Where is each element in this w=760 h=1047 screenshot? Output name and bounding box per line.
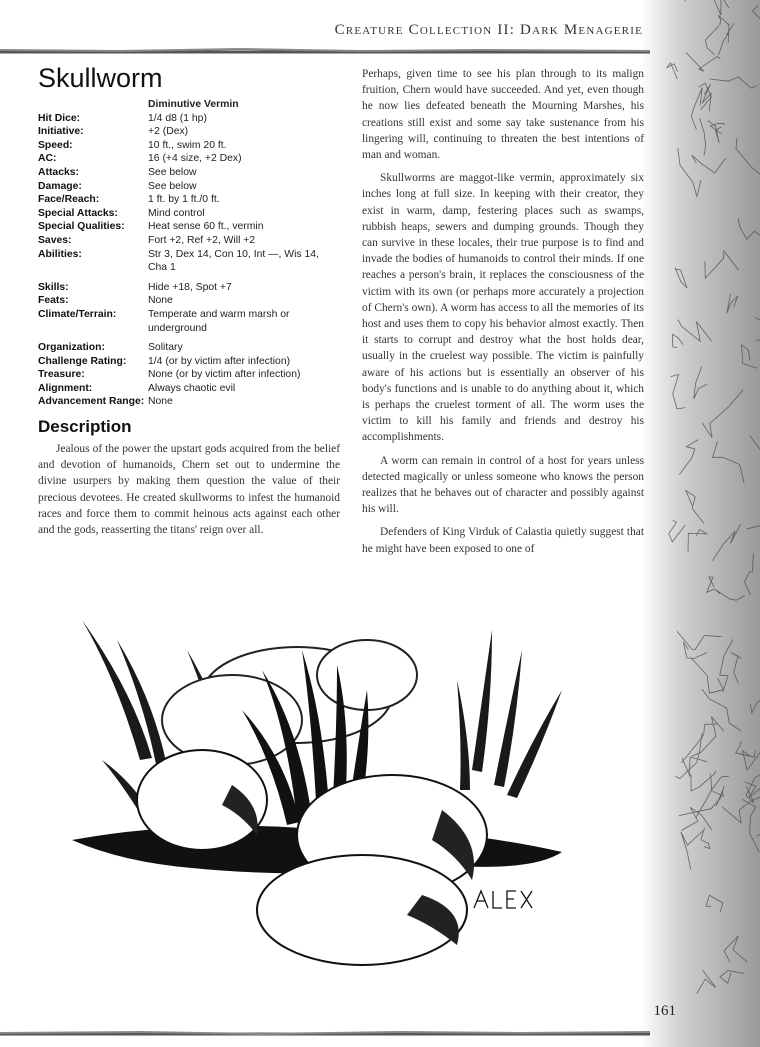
stat-block-column: [38, 62, 340, 538]
stat-label: Saves:: [38, 234, 72, 246]
stat-row: [38, 139, 340, 153]
stat-label: Challenge Rating:: [38, 355, 127, 367]
stat-label: Organization:: [38, 342, 105, 354]
stat-label: Skills:: [38, 281, 69, 293]
description-paragraph-2: Skullworms are maggot-like vermin, approximately six inches long at full size. In keeping with their creator, they exist in warm, damp, festering places such as swamps, rubbish heaps, sewers and dumping grounds. Though they can survive in these locales, their true purpose is to find and invade the bodies of humanoids to control their minds. If one reaches a person's brain, it replaces the consciousness of the victim with its own (or perhaps more accurately a projection of Chern's own). A worm has access to all the memories of its host and uses them to copy his behavior almost exactly. Then it starts to corrupt and destroy what the host holds dear, usually in the cruelest way possible. The victim is painfully aware of his actions but is essentially an observer of his body's functions and is unable to do anything about it, which is perhaps the cruelest torment of all. The worm uses the victim to kill his family and friends and destroy his accomplishments.: [362, 172, 644, 444]
stat-row: [38, 368, 340, 382]
stat-label: Hit Dice:: [38, 112, 81, 124]
stat-label: Damage:: [38, 180, 82, 192]
stat-row: [38, 220, 340, 234]
stat-value: 10 ft., swim 20 ft.: [148, 139, 227, 151]
page-number: 161: [653, 1003, 676, 1019]
skullworm-illustration: [62, 590, 582, 990]
cracked-texture-margin: [640, 0, 760, 1047]
description-left-text: [38, 441, 340, 538]
stat-label: Alignment:: [38, 382, 93, 394]
grass-right: [457, 630, 562, 798]
stat-row: [38, 234, 340, 248]
stat-value: None: [148, 396, 173, 408]
stat-value: Heat sense 60 ft., vermin: [148, 221, 264, 233]
stat-row: [38, 382, 340, 396]
stat-block: [38, 98, 340, 409]
stat-label: Special Qualities:: [38, 221, 125, 233]
description-paragraph: Jealous of the power the upstart gods acquired from the belief and devotion of humanoids, Chern set out to undermine the divine usurpers by making them question the value of their precious devotees. He created skullworms to infest the humanoid races and force them to commit heinous acts against each other and the gods, reasserting the titans' reign over all.: [38, 443, 340, 537]
stat-label: Advancement Range:: [38, 396, 145, 408]
stat-label: Speed:: [38, 139, 73, 151]
stat-value: Mind control: [148, 207, 205, 219]
stat-row: [38, 395, 340, 409]
artist-signature: [474, 891, 532, 908]
description-heading: Description: [38, 417, 132, 437]
description-paragraph-4: Defenders of King Virduk of Calastia quietly suggest that he might have been exposed to one of: [362, 526, 644, 555]
stat-value: 1/4 (or by victim after infection): [148, 355, 291, 367]
stat-row: [38, 355, 340, 369]
stat-label: Feats:: [38, 295, 69, 307]
stat-row: [38, 308, 340, 335]
stat-value: 16 (+4 size, +2 Dex): [148, 153, 242, 165]
stat-label: Abilities:: [38, 248, 82, 260]
stat-row: [38, 248, 340, 275]
stat-label: Attacks:: [38, 166, 79, 178]
stat-row: [38, 193, 340, 207]
stat-value: See below: [148, 180, 197, 192]
stat-value: 1/4 d8 (1 hp): [148, 112, 207, 124]
description-right-text: [362, 66, 644, 557]
stat-label: Special Attacks:: [38, 207, 118, 219]
stat-label: Treasure:: [38, 369, 85, 381]
stat-value: Hide +18, Spot +7: [148, 281, 232, 293]
stat-value: None: [148, 295, 173, 307]
stat-row: [38, 294, 340, 308]
stat-value: See below: [148, 166, 197, 178]
stat-value: +2 (Dex): [148, 126, 189, 138]
creature-type: Diminutive Vermin: [148, 99, 239, 110]
stat-row: [38, 275, 340, 295]
running-header: Creature Collection II: Dark Menagerie: [334, 22, 643, 38]
stat-row: [38, 180, 340, 194]
header-rule: [0, 48, 650, 56]
description-paragraph-3: A worm can remain in control of a host for years unless detected magically or unless someone who knows the person realizes that he behaves out of character and possibly against his will.: [362, 454, 644, 516]
stat-row: [38, 207, 340, 221]
stat-row-type: [38, 98, 340, 112]
stat-value: 1 ft. by 1 ft./0 ft.: [148, 194, 220, 206]
stat-value: Fort +2, Ref +2, Will +2: [148, 234, 256, 246]
stat-value: Always chaotic evil: [148, 382, 236, 394]
stat-value: Solitary: [148, 342, 183, 354]
footer-rule: [0, 1030, 650, 1038]
stat-row: [38, 112, 340, 126]
stat-label: Face/Reach:: [38, 194, 100, 206]
stat-value: Str 3, Dex 14, Con 10, Int —, Wis 14, Cha 1: [148, 248, 319, 274]
description-paragraph-1: Perhaps, given time to see his plan through to its malign fruition, Chern would have succeeded. And yet, even though he now lies defeated beneath the Mourning Marshes, his creations still exist and some say take sustenance from his lingering will, continuing to threaten the best intentions of man and woman.: [362, 68, 644, 162]
stat-value: Temperate and warm marsh or underground: [148, 308, 290, 334]
stat-label: Climate/Terrain:: [38, 308, 117, 320]
creature-title: Skullworm: [38, 63, 163, 93]
stat-label: Initiative:: [38, 126, 84, 138]
stat-value: None (or by victim after infection): [148, 369, 301, 381]
stat-row: [38, 335, 340, 355]
stat-label: AC:: [38, 153, 57, 165]
stat-row: [38, 166, 340, 180]
stat-row: [38, 152, 340, 166]
stat-row: [38, 125, 340, 139]
description-right-column: [362, 66, 644, 564]
